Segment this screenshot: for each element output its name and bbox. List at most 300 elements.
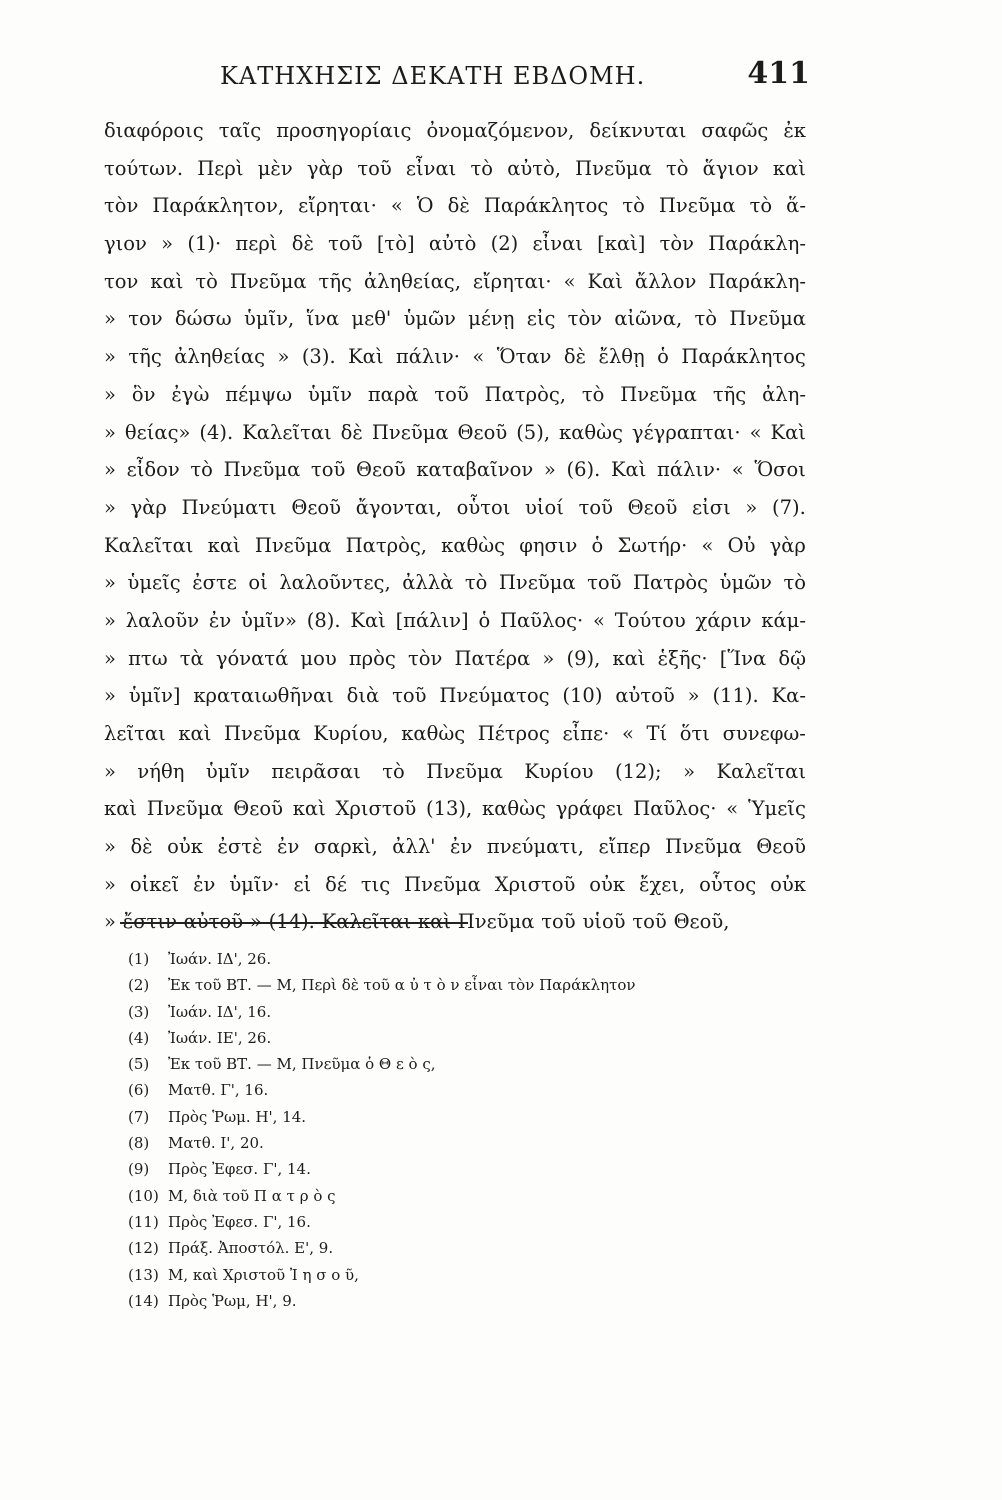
word: « [593,608,605,632]
footnote [128,999,768,1025]
body-line [104,866,806,904]
word: δὲ [340,420,363,444]
word: τοῦ [328,232,363,256]
word: ἐστὲ [217,835,263,859]
word: γέγραπται· [631,420,741,444]
word: λαλοῦν [125,608,200,632]
footnote-number: (13) [128,1265,159,1284]
word: Πνεῦμα [254,533,332,557]
word: καθὼς [559,420,623,444]
word: Πνεύματος [439,684,550,708]
word: δῷ [778,646,806,670]
word: γόνατά [215,646,289,670]
footnote-number: (10) [128,1186,159,1205]
footnote [128,972,768,998]
word: Ὅσοι [754,458,806,482]
word: ὑμῶν [403,307,456,331]
word: τοῦ [434,382,469,406]
word: γὰρ [306,156,344,180]
word: Τούτου [614,608,686,632]
word: καταβαῖνον [416,458,534,482]
body-line [104,338,806,376]
word: Καλεῖται [104,533,194,557]
body-line [104,300,806,338]
word: τις [360,872,391,896]
footnote-number: (12) [128,1239,159,1258]
footnote-number: (7) [128,1107,150,1126]
word: Πνεῦμα [371,420,449,444]
word: εἰσι [692,495,731,519]
word: ἄλλον [634,269,697,293]
word: χάριν [695,608,752,632]
word: Χριστοῦ [494,872,576,896]
word: οἱ [248,571,268,595]
word: (14). [268,910,315,934]
word: τοῦ [392,684,427,708]
footnote-text: Πρὸς Ῥωμ. Η', 14. [168,1107,307,1126]
word: » [104,495,116,519]
word: » [104,910,116,934]
word: Παῦλος· [499,608,584,632]
body-line [104,790,806,828]
body-text [104,112,806,941]
word: » [104,307,116,331]
word: (13), [425,797,473,821]
word: μεθ' [351,307,392,331]
word: ἐν [450,835,473,859]
word: οὐκ [589,872,626,896]
footnote [128,1051,768,1077]
word: ἀλλ' [392,835,436,859]
word: εἴπερ [598,835,651,859]
word: « [749,420,762,444]
word: ὑμῖν, [243,307,295,331]
word: Καλεῖται [321,910,412,934]
word: Θεοῦ [756,835,806,859]
word: δὲ [447,194,470,218]
word: οὐκ [167,835,203,859]
word: προσηγορίαις [276,119,412,142]
body-line [104,677,806,715]
word: Πατρὸς, [345,533,427,557]
footnote [128,1183,768,1209]
body-line [104,564,806,602]
word: δέ [325,872,347,896]
word: Οὐ [727,533,756,557]
word: (12); [615,759,662,783]
word: Καλεῖται [716,759,806,783]
word: τὰ [179,646,204,670]
word: » [104,759,116,783]
footnote [128,1130,768,1156]
word: ἔστιν [122,910,177,934]
word: Σωτήρ· [617,533,688,557]
word: Παράκλη- [708,232,806,256]
word: γράφει [555,797,624,821]
word: » [543,458,556,482]
word: γὰρ [769,533,806,557]
page-number: 411 [747,56,810,91]
word: καὶ [150,269,184,293]
word: (11). [712,684,759,708]
word: τῆς [712,382,747,406]
word: « [701,533,714,557]
word: ἵνα [306,307,340,331]
word: (10) [562,684,603,708]
footnote-divider [120,922,468,924]
word: » [249,910,262,934]
word: εἴρηται· [472,269,552,293]
footnote [128,1156,768,1182]
word: Πατρὸς, [484,382,566,406]
word: ἄγονται, [355,495,442,519]
word: Πνεῦμα [498,571,576,595]
word: « [472,345,485,369]
word: ὁ [591,533,604,557]
word: υἱοί [525,495,564,519]
footnote-number: (4) [128,1028,150,1047]
word: συνεφω- [722,722,806,745]
word: « [390,194,403,218]
body-line [104,715,806,753]
word: Τί [646,722,668,745]
word: ταῖς [218,119,262,142]
word: δείκνυται [589,119,687,142]
word: καὶ [178,722,212,745]
word: Καὶ [350,608,386,632]
word: Πνεῦμα [457,910,535,934]
body-line [104,414,806,452]
word: Κυρίου, [313,722,389,745]
word: αὐτοῦ [615,684,675,708]
word: δὲ [563,345,587,369]
word: τὸ [382,759,405,783]
word: διαφόροις [104,119,204,142]
word: τὸ [749,194,773,218]
word: κραταιωθῆναι [193,684,334,708]
footnote-text: Ἰωάν. ΙΔ', 26. [168,950,272,968]
word: Πνεῦμα [729,307,806,331]
word: τὸ [581,382,605,406]
word: καθὼς [441,533,506,557]
word: φησιν [519,533,578,557]
word: Ὑμεῖς [747,797,806,821]
footnote-text: Πράξ. Ἀποστόλ. Ε', 9. [168,1239,334,1258]
word: ὁ [657,345,669,369]
word: παρὰ [367,382,419,406]
footnote [128,1235,768,1261]
word: γιον [104,232,147,256]
word: εἰς [526,307,556,331]
word: οἰκεῖ [129,872,180,896]
word: εἴρηται· [298,194,377,218]
word: τὸν [407,646,443,670]
word: Χριστοῦ [335,797,417,821]
word: τοῦ [541,910,576,934]
footnote-text: Ματθ. Ι', 20. [168,1134,264,1153]
word: νήθη [137,759,185,783]
word: Πνεῦμα [658,194,736,218]
word: τὸ [464,571,488,595]
word: ἀληθείας, [363,269,461,293]
word: αὐτὸ [428,232,477,256]
body-line [104,489,806,527]
word: Καὶ [610,458,647,482]
word: Πατρὸς [633,571,709,595]
word: ἅ- [786,194,806,218]
word: καὶ [612,646,646,670]
word: Ὁ [416,194,434,218]
word: καὶ [207,533,241,557]
footnote-number: (1) [128,950,150,968]
word: τοῦ [632,910,667,934]
footnote-number: (11) [128,1212,159,1231]
word: » [104,835,116,859]
word: μου [300,646,337,670]
word: ὑμῖν» [241,608,297,632]
footnote-text: Ἰωάν. ΙΔ', 16. [168,1002,272,1021]
footnote-text: Πρὸς Ἐφεσ. Γ', 14. [168,1160,311,1179]
word: (9), [566,646,601,670]
word: Πνεῦμα [223,722,301,745]
word: » [687,684,700,708]
word: Πνεῦμα [404,872,481,896]
word: αἰῶνα, [614,307,683,331]
word: γὰρ [130,495,167,519]
word: πάλιν· [395,345,460,369]
word: ὑμῖν] [128,684,181,708]
word: τον [104,269,139,293]
body-line [104,263,806,301]
word: (7). [772,495,806,519]
word: ἐν [208,608,232,632]
word: σαφῶς [701,119,769,142]
word: ὑμῖν· [229,872,280,896]
word: εἰ [293,872,312,896]
word: ὑμεῖς [127,571,181,595]
word: Παράκλητον, [152,194,285,218]
word: » [104,420,116,444]
word: τῆς [128,345,162,369]
word: [καὶ] [597,232,646,256]
footnote [128,1209,768,1235]
word: » [683,759,696,783]
word: πτω [128,646,168,670]
word: (1)· [187,232,222,256]
word: τοῦ [310,458,346,482]
word: λεῖται [104,722,166,745]
word: καθὼς [401,722,466,745]
word: πνεύματι, [486,835,584,859]
word: ἔχει, [639,872,686,896]
word: [πάλιν] [395,608,469,632]
word: Κυρίου [524,759,594,783]
footnote [128,1077,768,1103]
word: [Ἵνα [719,646,767,670]
footnote-text: Ἐκ τοῦ ΒΤ. — Μ, Πνεῦμα ὁ Θ ε ὸ ς, [168,1055,436,1074]
word: τον [128,307,163,331]
word: ὑμῖν [205,759,250,783]
word: Καὶ [348,345,384,369]
running-title: ΚΑΤΗΧΗΣΙΣ ΔΕΚΑΤΗ ΕΒΔΟΜΗ. [220,62,646,90]
word: καὶ [417,910,451,934]
word: Θεοῦ [233,797,283,821]
word: ὃν [131,382,156,406]
word: τὸ [783,571,806,595]
footnote-text: Ἐκ τοῦ ΒΤ. — Μ, Περὶ δὲ τοῦ α ὐ τ ὸ ν εἶναι τὸν Παράκλητον [168,976,636,995]
word: ὀνομαζόμενον, [426,119,575,142]
word: ἐν [193,872,216,896]
word: τὸ [190,458,213,482]
word: μένῃ [468,307,515,331]
word: Πνεῦμα [665,835,742,859]
word: τὸ [665,156,689,180]
word: ἑξῆς· [657,646,708,670]
word: Κα- [771,684,806,708]
word: » [104,458,116,482]
word: Πνεῦμα [426,759,503,783]
word: καθὼς [482,797,546,821]
word: Θεοῦ [627,495,678,519]
word: σαρκὶ, [313,835,378,859]
word: δὲ [130,835,153,859]
footnote-number: (14) [128,1291,159,1310]
word: τὸ [694,307,718,331]
word: « [731,458,744,482]
word: καὶ [772,156,806,180]
word: τούτων. [104,156,184,180]
word: « [726,797,739,821]
word: Περὶ [197,156,244,180]
word: ἔλθῃ [598,345,645,369]
word: καὶ [104,797,138,821]
word: Καλεῖται [242,420,332,444]
word: » [104,608,116,632]
word: » [161,232,174,256]
word: αὐτοῦ [183,910,244,934]
word: ἅγιον [702,156,759,180]
word: τῆς [318,269,352,293]
word: πειρᾶσαι [271,759,361,783]
word: Πνεῦμα [146,797,224,821]
word: διὰ [346,684,380,708]
word: τὸ [470,156,494,180]
word: τὸν [567,307,603,331]
word: τὸ [622,194,645,218]
footnote [128,946,768,972]
word: Καὶ [587,269,623,293]
footnote-number: (3) [128,1002,150,1021]
body-line [104,640,806,678]
word: (4). [199,420,234,444]
body-line [104,187,806,225]
word: εἶναι [405,156,457,180]
word: Παῦλος· [633,797,717,821]
word: (8). [306,608,341,632]
footnotes [128,946,768,1314]
word: ὑμῶν [719,571,772,595]
word: Θεοῦ [355,458,406,482]
footnote-number: (5) [128,1055,150,1074]
word: Θεοῦ [291,495,342,519]
word: « [621,722,634,745]
word: εἶπε· [562,722,610,745]
footnote [128,1288,768,1314]
word: ὑμῖν [307,382,352,406]
footnote-text: Ματθ. Γ', 16. [168,1081,269,1100]
word: Πνεῦμα [229,269,307,293]
body-line [104,753,806,791]
word: εἶδον [126,458,180,482]
body-line [104,602,806,640]
body-line [104,225,806,263]
word: πρὸς [348,646,396,670]
word: οὗτοι [456,495,511,519]
word: » [104,646,116,670]
word: λαλοῦντες, [279,571,391,595]
word: » [277,345,290,369]
body-line [104,112,806,150]
word: Θεοῦ, [673,910,730,934]
word: εἶναι [532,232,583,256]
word: οὗτος [699,872,757,896]
page-header [120,56,810,104]
word: περὶ [235,232,278,256]
word: « [563,269,576,293]
word: μὲν [257,156,293,180]
footnote-text: Ἰωάν. ΙΕ', 26. [168,1028,272,1047]
word: κάμ- [761,608,806,632]
word: τὸ [195,269,218,293]
word: ἐν [276,835,300,859]
word: ὅτι [679,722,710,745]
body-line [104,451,806,489]
word: » [104,345,116,369]
footnote-number: (8) [128,1134,150,1153]
word: δὲ [291,232,314,256]
word: Παράκλητος [483,194,609,218]
word: πάλιν· [657,458,722,482]
footnote-text: Μ, καὶ Χριστοῦ Ἰ η σ ο ῦ, [168,1265,359,1284]
word: υἱοῦ [582,910,626,934]
word: Πατέρα [454,646,531,670]
footnote [128,1262,768,1288]
word: ὁ [478,608,491,632]
word: Πνεῦμα [620,382,697,406]
word: Ὅταν [496,345,552,369]
word: πέμψω [225,382,293,406]
word: (2) [490,232,519,256]
word: τὸν [659,232,695,256]
word: (6). [566,458,601,482]
word: » [104,571,116,595]
word: τὸν [104,194,139,218]
footnote [128,1104,768,1130]
footnote-text: Μ, διὰ τοῦ Π α τ ρ ὸ ς [168,1186,336,1205]
word: δώσω [174,307,232,331]
body-line [104,376,806,414]
body-line [104,527,806,565]
word: ἀλη- [762,382,806,406]
word: » [104,684,116,708]
word: Καὶ [770,420,806,444]
word: τοῦ [587,571,622,595]
footnote-number: (2) [128,976,150,995]
word: (5), [516,420,551,444]
word: ἐκ [783,119,806,142]
word: » [542,646,555,670]
word: » [104,872,116,896]
